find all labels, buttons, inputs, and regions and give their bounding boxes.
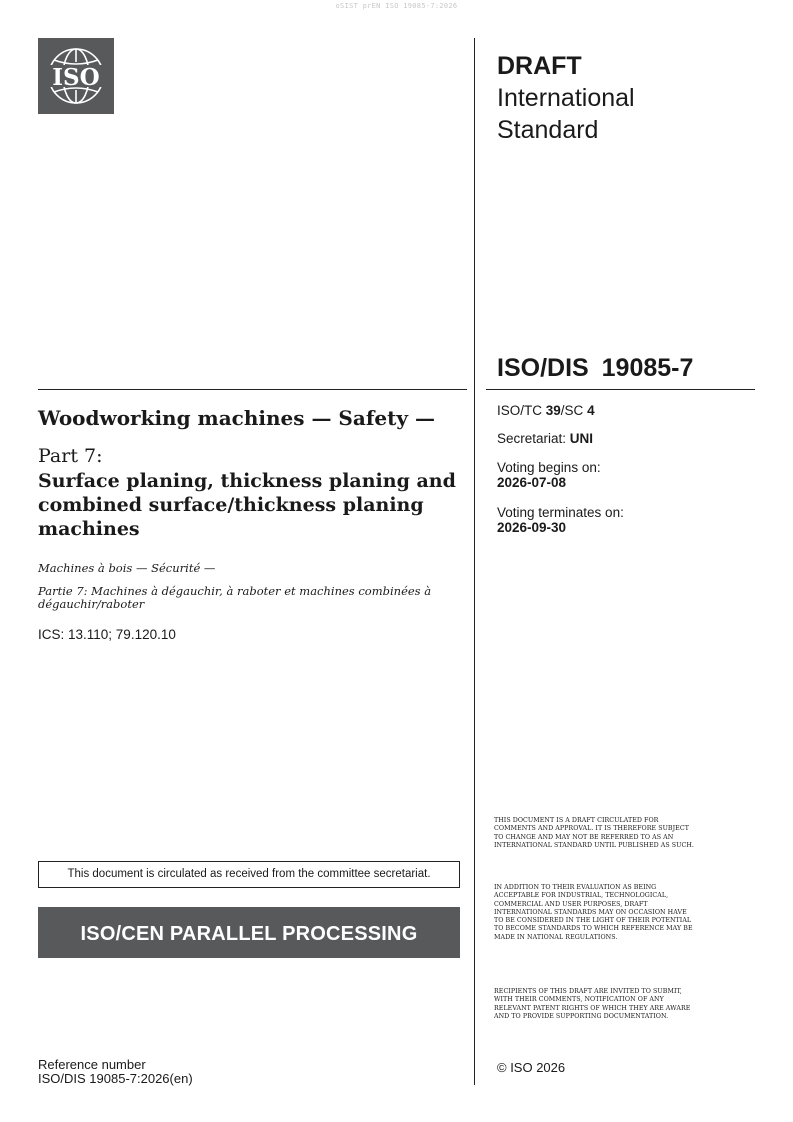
parallel-processing-banner: ISO/CEN PARALLEL PROCESSING [38, 907, 460, 958]
french-part: Partie 7: Machines à dégauchir, à raboter et machines combinées à dégauchir/raboter [38, 584, 432, 611]
ics-codes: ICS: 13.110; 79.120.10 [38, 627, 176, 642]
draft-label: DRAFT [497, 52, 582, 80]
draft-heading [497, 50, 635, 146]
vertical-divider [474, 38, 475, 1085]
reference-value: ISO/DIS 19085-7:2026(en) [38, 1071, 193, 1086]
part-label: Part 7: [38, 445, 103, 467]
reference-label: Reference number [38, 1057, 146, 1072]
voting-begins-date: 2026-07-08 [497, 475, 567, 490]
secretariat-label: Secretariat: [497, 431, 570, 446]
tc-number: 39 [545, 403, 561, 418]
tc-prefix: ISO/TC [497, 403, 546, 418]
voting-terminates [497, 505, 624, 535]
voting-begins [497, 460, 601, 490]
voting-terminates-date: 2026-09-30 [497, 520, 567, 535]
horizontal-divider-right [486, 389, 755, 390]
sc-prefix: /SC [560, 403, 588, 418]
disclaimer-paragraph-3: RECIPIENTS OF THIS DRAFT ARE INVITED TO SUBMIT, WITH THEIR COMMENTS, NOTIFICATION OF ANY RELEVANT PATENT RIGHTS OF WHICH THEY ARE AWARE AND TO PROVIDE SUPPORTING DOCUMENTATION. [494, 988, 691, 1020]
secretariat [497, 431, 593, 446]
technical-committee [497, 403, 595, 418]
horizontal-divider-left [38, 389, 467, 390]
logo-text: ISO [52, 64, 100, 91]
document-title: Woodworking machines — Safety — [38, 406, 435, 430]
iso-logo [38, 38, 114, 114]
secretariat-value: UNI [569, 431, 594, 446]
document-number: ISO/DIS 19085-7 [497, 354, 694, 382]
voting-begins-label: Voting begins on: [497, 460, 601, 475]
standard-label: Standard [497, 116, 599, 144]
disclaimer-paragraph-2: IN ADDITION TO THEIR EVALUATION AS BEING ACCEPTABLE FOR INDUSTRIAL, TECHNOLOGICAL, COMMERCIAL AND USER PURPOSES, DRAFT INTERNATIONAL STANDARDS MAY ON OCCASION HAVE TO BE CONSIDERED IN THE LIGHT OF THEIR POTENTIAL TO BECOME STANDARDS TO WHICH REFERENCE MAY BE MADE IN NATIONAL REGULATIONS. [494, 884, 693, 941]
document-subtitle: Surface planing, thickness planing and combined surface/thickness planing machines [38, 470, 456, 540]
disclaimer-paragraph-1: THIS DOCUMENT IS A DRAFT CIRCULATED FOR COMMENTS AND APPROVAL. IT IS THEREFORE SUBJECT TO CHANGE AND MAY NOT BE REFERRED TO AS AN INTERNATIONAL STANDARD UNTIL PUBLISHED AS SUCH. [494, 817, 694, 849]
french-title: Machines à bois — Sécurité — [38, 561, 216, 575]
international-label: International [497, 84, 635, 112]
reference-number [38, 1058, 193, 1086]
watermark: oSIST prEN ISO 19085-7:2026 [335, 2, 458, 10]
globe-icon [38, 38, 114, 114]
sc-number: 4 [587, 403, 595, 418]
copyright: © ISO 2026 [497, 1060, 566, 1075]
voting-terminates-label: Voting terminates on: [497, 505, 624, 520]
circulation-notice: This document is circulated as received from the committee secretariat. [38, 861, 460, 888]
